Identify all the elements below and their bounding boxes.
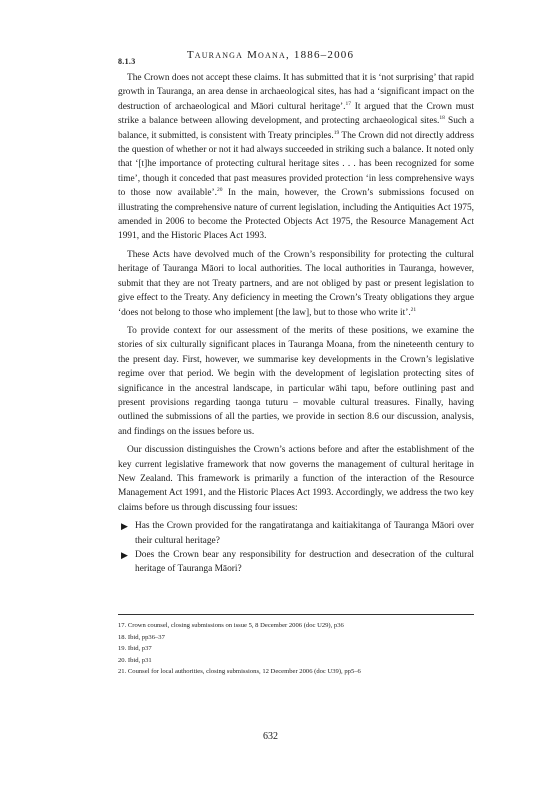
footnote-18: 18. Ibid, pp36–37 [118, 633, 165, 641]
footnote-20: 20. Ibid, p31 [118, 656, 152, 664]
footnote-17: 17. Crown counsel, closing submissions on issue 5, 8 December 2006 (doc U29), p36 [118, 622, 344, 629]
paragraph-1: The Crown does not accept these claims. It has submitted that it is ‘not surprising’ that rapid growth in Tauranga, an area dense in archaeological sites, has had a ‘significant impact on the destruction of archaeological and Māori cultural heritage’.$^{17}$ It argued that the Crown must strike a balance between allowing development, and protecting archaeological sites.$^{18}$ Such a balance, it submitted, is consistent with Treaty principles.$^{19}$ The Crown did not directly address the question of whether or not it had always succeeded in striking such a balance. It noted only that ‘[t]he importance of protecting cultural heritage sites . . . has been recognized for some time’, though it conceded that past measures provided protection ‘in less comprehensive ways to those now available’.$^{20}$ In the main, however, the Crown’s submissions focused on illustrating the comprehensive nature of current legislation, including the Antiquities Act 1975, amended in 2006 to become the Protected Objects Act 1975, the Resource Management Act 1991, and the Historic Places Act 1993. [118, 73, 474, 242]
paragraph-2: These Acts have devolved much of the Crown’s responsibility for protecting the cultural heritage of Tauranga Māori to local authorities. The local authorities in Tauranga, however, submit that they are not Treaty partners, and are not obliged by past or present legislation to give effect to the Treaty. Any deficiency in meeting the Crown’s Treaty obligations they argue ‘does not belong to those who implement [the law], but to those who write it’.$^{21}$ [118, 249, 474, 318]
footnote-19: 19. Ibid, p37 [118, 645, 152, 653]
page-number: 632 [263, 731, 278, 742]
list-item: ▶ Has the Crown provided for the rangatiratanga and kaitiakitanga of Tauranga Māori over their cultural heritage? [121, 521, 474, 546]
triangle-right-icon: ▶ [121, 521, 128, 532]
footnote-ref-19[interactable]: 19 [333, 129, 340, 136]
footnote-ref-18[interactable]: 18 [439, 115, 445, 122]
footnote-ref-21[interactable]: 21 [410, 306, 417, 313]
triangle-right-icon: ▶ [121, 550, 128, 560]
footnotes [118, 620, 474, 678]
footnote-ref-17[interactable]: 17 [345, 100, 352, 107]
body-text [118, 71, 474, 577]
paragraph-3: To provide context for our assessment of the merits of these positions, we examine the stories of six culturally significant places in Tauranga Moana, from the nineteenth century to the present day. First, however, we summarise key developments in the Crown’s legislative regime over that period. We begin with the development of legislation protecting sites of significance in the ancestral landscape, in particular wāhi tapu, before outlining past and present provisions regarding taonga tuturu – movable cultural treasures. Finally, having outlined the submissions of all the parties, we provide in section 8.6 our discussion, analysis, and findings on the issues before us. [118, 325, 474, 437]
list-item: ▶ Does the Crown bear any responsibility for destruction and desecration of the cultural heritage of Tauranga Māori? [121, 550, 474, 575]
footnote-ref-20[interactable]: 20 [216, 187, 223, 194]
issues-list [118, 519, 474, 577]
footnote-21: 21. Counsel for local authorities, closing submissions, 12 December 2006 (doc U39), pp5–6 [118, 668, 361, 676]
section-number: 8.1.3 [118, 57, 136, 66]
paragraph-4: Our discussion distinguishes the Crown’s actions before and after the establishment of the key current legislative framework that now governs the management of cultural heritage in New Zealand. This framework is primarily a function of the interaction of the Resource Management Act 1991, and the Historic Places Act 1993. Accordingly, we address the two key claims before us through discussing four issues: [118, 445, 474, 513]
footnote-divider [118, 614, 474, 615]
running-title: Tauranga Moana, 1886–2006 [186, 49, 355, 61]
